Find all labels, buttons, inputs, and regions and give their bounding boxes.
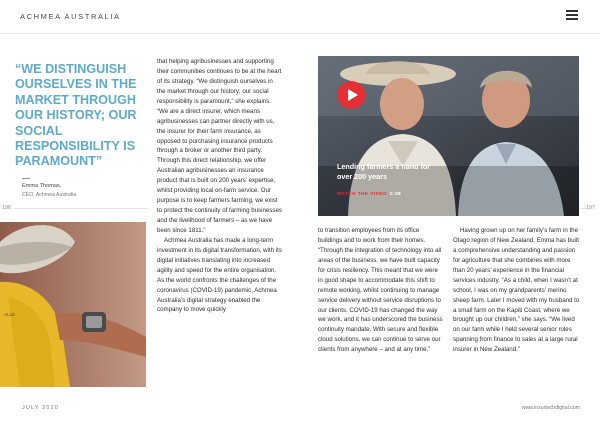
brand-name: ACHMEA AUSTRALIA bbox=[20, 12, 121, 21]
video-duration: 0:38 bbox=[390, 191, 402, 196]
video-watch-line[interactable] bbox=[337, 191, 401, 196]
footer-date: JULY 2020 bbox=[22, 405, 59, 411]
page-header bbox=[0, 0, 600, 34]
play-icon bbox=[337, 81, 365, 109]
article-column-1 bbox=[157, 57, 282, 315]
quote-divider bbox=[22, 178, 30, 179]
farmer-photo bbox=[0, 222, 146, 387]
farmer-photo-illustration bbox=[0, 222, 146, 387]
play-button[interactable] bbox=[337, 81, 365, 109]
article-paragraph: that helping agribusinesses and supporting their communities continues to be at the heart of its strategy. “We distinguish ourselves in the market through our history; our social responsibility is paramount,” she explains. “We are a direct insurer, which means agribusinesses can partner directly with us, the insurer for their farm insurance, as opposed to purchasing insurance products through a broker or another third party. Through this direct relationship, we offer Australian agribusinesses an insurance product that is built on 200 years’ expertise, whilst providing local on-farm service. Our purpose is to keep farmers farming, we exist to protect the continuity of farming businesses and the livelihood of farmers – as we have been since 1811.” bbox=[157, 58, 282, 234]
video-title: Lending farmers a hand for over 200 years bbox=[337, 162, 431, 181]
pull-quote: “WE DISTINGUISH OURSELVES IN THE MARKET THROUGH OUR HISTORY; OUR SOCIAL RESPONSIBILITY IS PARAMOUNT” bbox=[15, 62, 137, 169]
article-paragraph: Achmea Australia has made a long-term investment in its digital transformation, with its digital initiatives translating into increased agility and speed for the entire organisation. As the world confronts the challenges of the coronavirus (COVID-19) pandemic, Achmea Australia’s digital strategy enabled the company to move quickly bbox=[157, 236, 282, 314]
quote-author-name: Emma Thomas, bbox=[22, 183, 62, 189]
article-paragraph: to transition employees from its office buildings and to work from their homes. “Through the integration of technology into all areas of the business, we have built capacity for crisis resiliency. This meant that we were in good shape to accommodate this shift to remote working, whilst continuing to manage service delivery without service disruptions to our clients. COVID-19 has changed the way we work, and it has underscored the business continuity mandate. With secure and flexible cloud solutions, we can continue to serve our clients from anywhere – and at any time.” bbox=[318, 227, 443, 354]
article-column-3 bbox=[453, 226, 581, 355]
hamburger-menu-icon[interactable] bbox=[566, 10, 578, 20]
page-number-right: 197 bbox=[586, 205, 595, 211]
quote-author-role: CEO, Achmea Australia bbox=[22, 192, 77, 198]
footer-website-link[interactable]: www.insurtechdigital.com bbox=[521, 405, 580, 411]
watch-video-label[interactable]: WATCH THE VIDEO bbox=[337, 191, 388, 196]
page-divider-left bbox=[14, 208, 148, 209]
article-paragraph: Having grown up on her family’s farm in the Otago region of New Zealand, Emma has built a comprehensive understanding and passion for agriculture that she combines with more than 20 years’ experience in the financial services industry. “As a child, when I wasn’t at school, I was on my grandparents’ merino sheep farm. Later I moved with my husband to a small farm on the Kapiti Coast, where we brought up our children,” she says. “We lived on our farm while I held several senior roles spanning from finance to sales at a large rural insurer in New Zealand.” bbox=[453, 227, 580, 354]
article-column-2 bbox=[318, 226, 444, 355]
svg-text:ALLE: ALLE bbox=[4, 312, 16, 317]
page-number-left: 196 bbox=[2, 205, 11, 211]
